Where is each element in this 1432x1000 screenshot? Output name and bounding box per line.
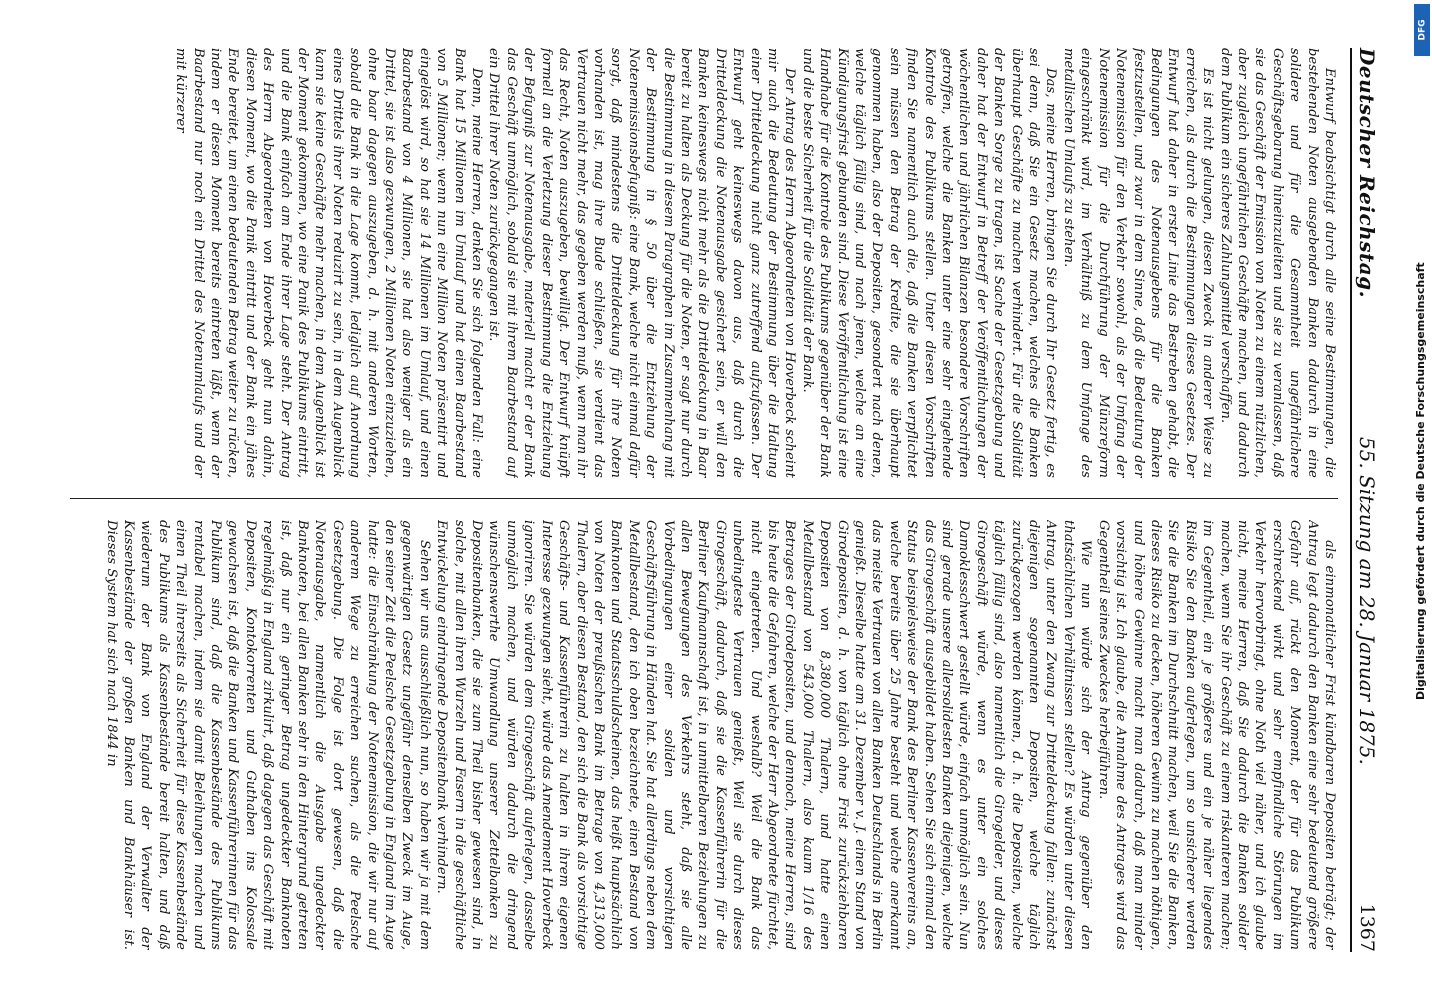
paragraph: Das, meine Herren, bringen Sie durch Ihr Gesetz fertig, es sei denn, daß Sie ein Gesetz machen, welches die Banken überhaupt Geschäfte zu machen verhindert. Für die Solidität der Banken Sorge zu tragen, ist Sache der Gesetzgebung und daher hat der Entwurf in Betreff der Veröffentlichungen der wöchentlichen und jährlichen Bilanzen besondere Vorschriften getroffen, welche die Banken unter eine sehr eingehende Kontrole des Publikums stellen. Unter diesen Vorschriften finden Sie namentlich auch die, daß die Banken verpflichtet sein müssen den Betrag der Kredite, die sie überhaupt genommen haben, also der Depositen, gesondert nach denen, welche täglich fällig sind, und nach jenen, welche an eine Kündigungsfrist gebunden sind. Diese Veröffentlichung ist eine Handhabe für die Kontrole des Publikums gegenüber der Bank und die beste Sicherheit für die Solidität der Bank. <box>799 48 1059 478</box>
left-column <box>70 48 1338 478</box>
paragraph: als einmonatlicher Frist kündbaren Depositen beträgt; der Antrag legt dadurch den Banken eine sehr bedeutend größere Gefahr auf, rückt den Moment, der für das Publikum erschreckend wirkt und sehr empfindliche Störungen im Verkehr hervorbringt, ohne Noth viel näher, und ich glaube nicht, meine Herren, daß Sie dadurch die Banken solider machen, wenn Sie ihr Geschäft zu einem riskanteren machen; im Gegentheil, ein je größeres und ein je näher liegendes Risiko Sie den Banken auferlegen, um so unsicherer werden Sie die Banken im Durchschnitt machen, weil Sie die Banken, dieses Risiko zu decken, höheren Gewinn zu machen nöthigen, und höhere Gewinne macht man dadurch, daß man minder vorsichtig ist. Ich glaube, die Annahme des Antrages wird das Gegentheil seines Zweckes herbeiführen. <box>1095 520 1337 950</box>
paragraph: Sehen wir uns ausschließlich nun, so haben wir ja mit dem gegenwärtigen Gesetz ungefähr denselben Zweck im Auge, den seiner Zeit die Peelsche Gesetzgebung in England im Auge hatte: die Einschränkung der Notenemission, die wir nur auf anderem Wege zu erreichen suchen, als die Peelsche Gesetzgebung. Die Folge ist dort gewesen, daß die Notenausgabe, namentlich die Ausgabe ungedeckter Banknoten, bei allen Banken sehr in den Hintergrund getreten ist, daß nur ein geringer Betrag ungedeckter Banknoten regelmäßig in England zirkulirt, daß dagegen das Geschäft mit Depositen, Kontokorrenten und Guthaben ins Kolossale gewachsen ist, daß die Banken und Kassenführerinnen für das Publikum sind, daß die Kassenbestände des Publikums rentabel machen, indem sie damit Beleihungen machen und einen Theil ihrerseits als Sicherheit für diese Kassenbestände des Publikums als Kassenbestände bereit halten, und daß wiederum der Bank von England der Verwalter der Kassenbestände der großen Banken und Bankhäuser ist. Dieses System hat sich nach 1844 in <box>103 520 432 950</box>
paragraph: Wie nun würde sich der Antrag gegenüber den thatsächlichen Verhältnissen stellen? Es würden unter diesen Antrag, unter den Zwang zur Dritteldeckung fallen: zunächst diejenigen sogenannten Depositen, welche täglich zurückgezogen werden können, d. h. die Depositen, welche täglich fällig sind, also namentlich die Girogelder, und dieses Girogeschäft würde, wenn es unter ein solches Damoklesschwert gestellt würde, einfach unmöglich sein. Nun sind gerade unsere allersolidesten Banken diejenigen, welche das Girogeschäft ausgebildet haben. Sehen Sie sich einmal den Status beispielsweise der Bank des Berliner Kassenvereins an, welche bereits über 25 Jahre besteht und welche anerkannt das meiste Vertrauen von allen Banken Deutschlands in Berlin genießt. Dieselbe hatte am 31. Dezember v. J. einen Stand von Girodepositen, d. h. von täglich ohne Frist zurückziehbaren Depositen von 8,380,000 Thalern, und hatte einen Metallbestand von 543,000 Thalern, also kaum 1/16 des Betrages der Girodepositen, und dennoch, meine Herren, sind bis heute die Gefahren, welche der Herr Abgeordnete fürchtet, nicht eingetreten. Und weshalb? Weil die Bank das unbedingteste Vertrauen genießt, Weil sie durch dieses Girogeschäft, dadurch, daß sie die Kassenführerin für die Berliner Kaufmannschaft ist, in unmittelbaren Beziehungen zu allen Bewegungen des Verkehrs steht, daß sie alle Vorbedingungen einer soliden und vorsichtigen Geschäftsführung in Händen hat. Sie hat allerdings neben dem Metallbestand, den ich oben bezeichnete, einen Bestand von Banknoten und Staatsschuldscheinen, das heißt hauptsächlich von Noten der preußischen Bank im Betrage von 4,313,000 Thalern, aber diesen Bestand, den sich die Bank als vorsichtige Geschäfts- und Kassenführerin zu halten in ihrem eigenen Interesse gezwungen sieht, würde das Amendement Hoverbeck ignoriren. Sie würden dem Girogeschäft auferlegen, dasselbe unmöglich machen, und würden dadurch die dringend wünschenswerthe Umwandlung unserer Zettelbanken zu Depositenbanken, die sie zum Theil bisher gewesen sind, in solche, mit allen ihren Wurzeln und Fasern in die geschäftliche Entwickelung eindringende Depositenbank verhindern. <box>434 520 1094 950</box>
header-publication: Deutscher Reichstag. <box>1355 48 1379 299</box>
paragraph: Der Antrag des Herrn Abgeordneten von Hoverbeck scheint mir auch die Bedeutung der Bestimmung über die Haltung einer Dritteldeckung nicht ganz zutreffend aufzufassen. Der Entwurf geht keineswegs davon aus, daß durch die Dritteldeckung die Notenausgabe gesichert sein, er will den Banken keineswegs nicht mehr als die Dritteldeckung in Baar bereit zu halten als Deckung für die Noten, er sagt nur durch die Bestimmung in diesem Paragraphen im Zusammenhang mit der Bestimmung in § 50 über die Entziehung der Notenemissionsbefugniß: eine Bank, welche nicht einmal dafür sorgt, daß mindestens die Dritteldeckung für ihre Noten vorhanden ist, mag ihre Bude schließen, sie verdient das Vertrauen nicht mehr, das gegeben werden muß, wenn man ihr das Recht, Noten auszugeben, bewilligt. Der Entwurf knüpft formell an die Verletzung dieser Bestimmung die Entziehung der Befugniß zur Notenausgabe, materiell macht er der Bank das Geschäft unmöglich, sobald sie mit ihrem Baarbestand auf ein Drittel ihrer Noten zurückgegangen ist. <box>486 48 798 478</box>
header-session: 55. Sitzung am 28. Januar 1875. <box>1355 436 1379 765</box>
credit-strip <box>1408 0 1432 1000</box>
paragraph: Es ist nicht gelungen, diesen Zweck in anderer Weise zu erreichen, als durch die Bestimmungen dieses Gesetzes. Der Entwurf hat daher in erster Linie das Bestreben gehabt, die Bedingungen des Notenausgebens für die Banken festzustellen, und zwar in dem Sinne, daß die Bedeutung der Notenemission für den Verkehr sowohl, als der Umfang der Notenemission für die Durchführung der Münzreform eingeschränkt wird, im Verhältniß zu dem Umfange des metallischen Umlaufs zu stehen. <box>1060 48 1216 478</box>
paragraph: Entwurf beabsichtigt durch alle seine Bestimmungen, die bestehenden Noten ausgebenden Banken dadurch in eine solidere und für die Gesammtheit ungefährlichere Geschäftsgebarung hineinzuleiten und sie zu veranlassen, daß sie das Geschäft der Emission von Noten zu einem nützlichen, aber zugleich ungefährlichen Geschäfte machen, und dadurch dem Publikum ein sicheres Zahlungsmittel verschaffen. <box>1217 48 1337 478</box>
credit-text: Digitalisierung gefördert durch die Deutsche Forschungsgemeinschaft <box>1414 262 1427 700</box>
page-header <box>1350 48 1382 952</box>
paragraph: Denn, meine Herren, denken Sie sich folgenden Fall: eine Bank hat 15 Millionen im Umlauf und hat einen Baarbestand von 5 Millionen; wenn nun eine Million Noten präsentirt und eingelöst wird, so hat sie 14 Millionen im Umlauf, und einen Baarbestand von 4 Millionen, sie hat also weniger als ein Drittel, sie ist also gezwungen, 2 Millionen Noten einzuziehen, ohne baar dagegen auszugeben, d. h. mit anderen Worten, sobald die Bank in die Lage kommt, lediglich auf Anordnung eines Drittels ihrer Noten reduzirt zu sein, in dem Augenblick kann sie keine Geschäfte mehr machen, in dem Augenblick ist der Moment gekommen, wo eine Panik des Publikums eintritt, und die Bank einfach am Ende ihrer Lage steht. Der Antrag des Herrn Abgeordneten von Hoverbeck geht nun dahin, diesen Moment, wo die Panik eintritt und der Bank ein jähes Ende bereitet, um einen bedeutenden Betrag weiter zu rücken, indem er diesen Moment bereits eintreten läßt, wenn der Baarbestand nur noch ein Drittel des Notenumlaufs und der mit kürzerer <box>173 48 485 478</box>
right-column <box>70 520 1338 950</box>
header-page-number: 1367 <box>1356 903 1378 952</box>
column-divider <box>70 498 1338 499</box>
dfg-logo: DFG <box>1414 4 1430 56</box>
